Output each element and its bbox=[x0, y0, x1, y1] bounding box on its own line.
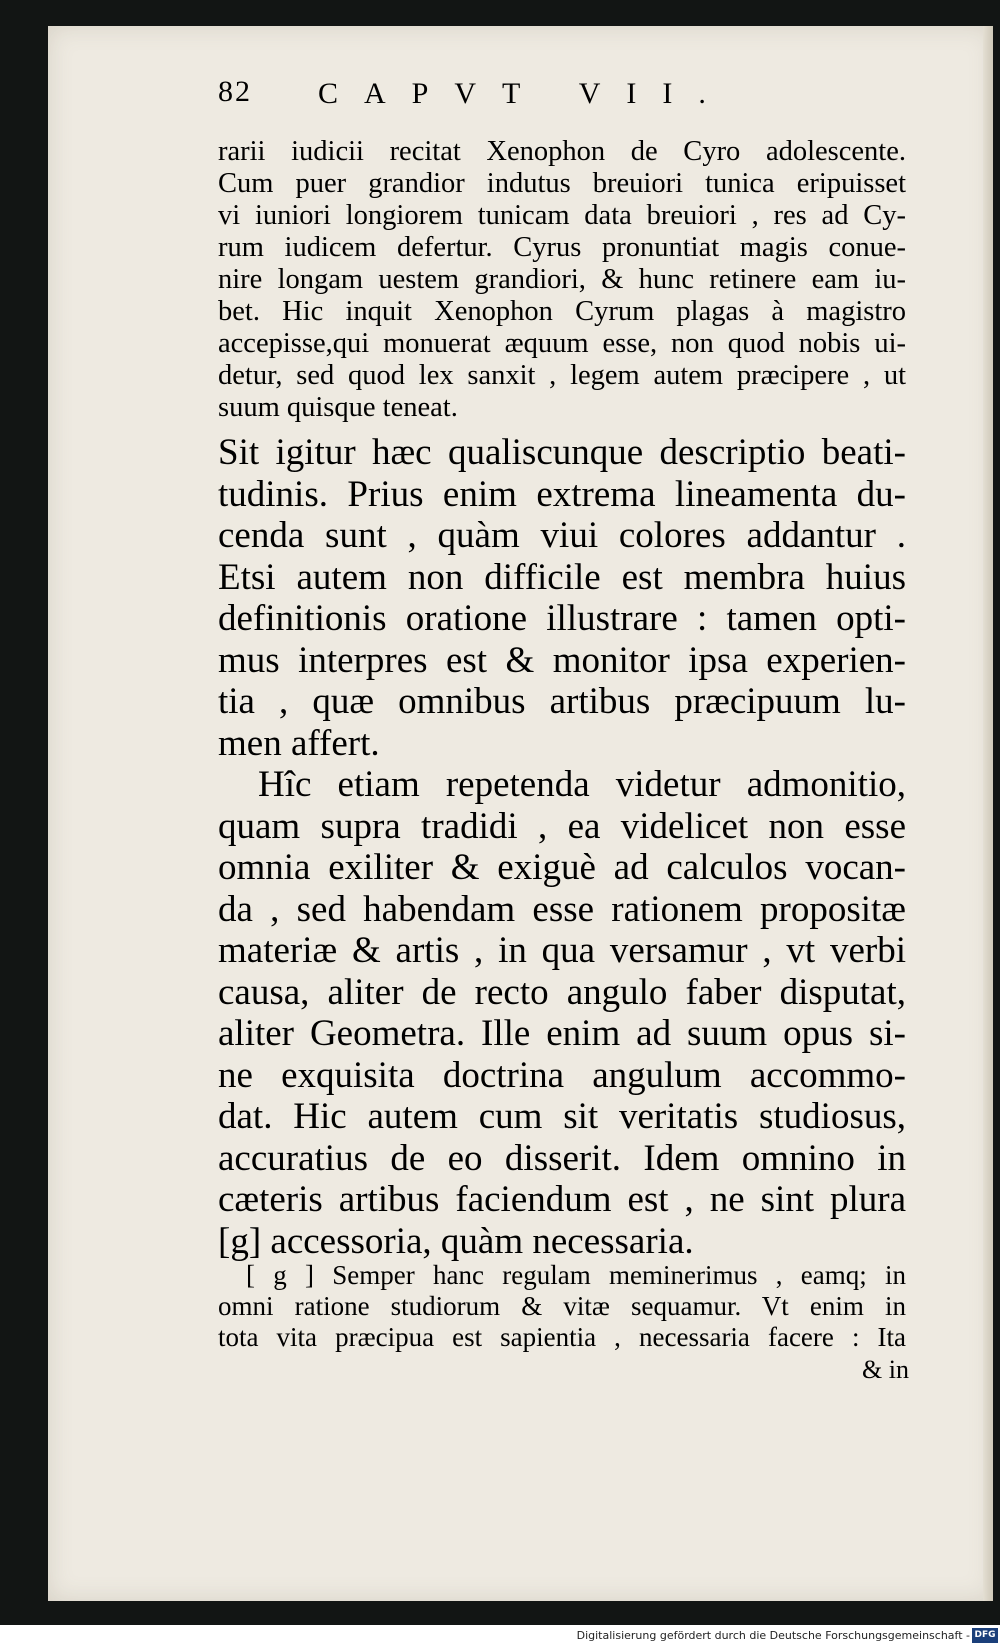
text-line: definitionis oratione illustrare : tamen opti- bbox=[218, 598, 906, 639]
text-line: [ g ] Semper hanc regulam meminerimus , eamq; in bbox=[246, 1260, 906, 1290]
text-line: tota vita præcipua est sapientia , necessaria facere : Ita bbox=[218, 1322, 906, 1352]
text-line: Cum puer grandior indutus breuiori tunica eripuisset bbox=[218, 168, 906, 199]
text-line: omnia exiliter & exiguè ad calculos vocan- bbox=[218, 847, 906, 888]
running-head: CAPVT VII. bbox=[318, 77, 732, 110]
text-line: vi iuniori longiorem tunicam data breuiori , res ad Cy- bbox=[218, 200, 906, 231]
dfg-logo: DFG bbox=[972, 1628, 998, 1643]
footer-bar bbox=[0, 1625, 1000, 1647]
text-line: rarii iudicii recitat Xenophon de Cyro adolescente. bbox=[218, 136, 906, 167]
text-line: dat. Hic autem cum sit veritatis studiosus, bbox=[218, 1096, 906, 1137]
text-line: suum quisque teneat. bbox=[218, 392, 458, 423]
text-line: accuratius de eo disserit. Idem omnino in bbox=[218, 1137, 906, 1179]
text-line: cæteris artibus faciendum est , ne sint plura bbox=[218, 1179, 906, 1220]
text-line: Etsi autem non difficile est membra huius bbox=[218, 556, 906, 598]
text-line: ne exquisita doctrina angulum accommo- bbox=[218, 1054, 906, 1096]
text-line: aliter Geometra. Ille enim ad suum opus si- bbox=[218, 1013, 906, 1054]
text-line: tudinis. Prius enim extrema lineamenta du- bbox=[218, 473, 906, 515]
text-line: Sit igitur hæc qualiscunque descriptio beati- bbox=[218, 432, 906, 473]
page-header bbox=[218, 75, 898, 111]
text-line: accepisse,qui monuerat æquum esse, non quod nobis ui- bbox=[218, 328, 906, 359]
text-line: Hîc etiam repetenda videtur admonitio, bbox=[258, 764, 906, 805]
text-line: rum iudicem defertur. Cyrus pronuntiat magis conue- bbox=[218, 232, 906, 263]
main-text bbox=[218, 432, 906, 1262]
page-edge bbox=[983, 26, 993, 1601]
text-line: bet. Hic inquit Xenophon Cyrum plagas à magistro bbox=[218, 296, 906, 327]
quote-paragraph bbox=[218, 136, 906, 424]
text-line: men affert. bbox=[218, 722, 380, 764]
page-number: 82 bbox=[218, 75, 252, 108]
text-line: mus interpres est & monitor ipsa experien- bbox=[218, 639, 906, 681]
text-line: da , sed habendam esse rationem propositæ bbox=[218, 888, 906, 930]
text-line: causa, aliter de recto angulo faber disputat, bbox=[218, 971, 906, 1013]
text-line: quam supra tradidi , ea videlicet non esse bbox=[218, 805, 906, 847]
footnote bbox=[218, 1260, 906, 1353]
text-line: materiæ & artis , in qua versamur , vt verbi bbox=[218, 930, 906, 971]
text-line: detur, sed quod lex sanxit , legem autem præcipere , ut bbox=[218, 360, 906, 391]
funding-credit: Digitalisierung gefördert durch die Deutsche Forschungsgemeinschaft - bbox=[576, 1629, 970, 1642]
text-line: [g] accessoria, quàm necessaria. bbox=[218, 1220, 694, 1262]
text-line: cenda sunt , quàm viui colores addantur . bbox=[218, 515, 906, 556]
text-line: tia , quæ omnibus artibus præcipuum lu- bbox=[218, 681, 906, 722]
catchword: & in bbox=[862, 1355, 909, 1384]
text-line: omni ratione studiorum & vitæ sequamur. Vt enim in bbox=[218, 1291, 906, 1321]
text-line: nire longam uestem grandiori, & hunc retinere eam iu- bbox=[218, 264, 906, 295]
